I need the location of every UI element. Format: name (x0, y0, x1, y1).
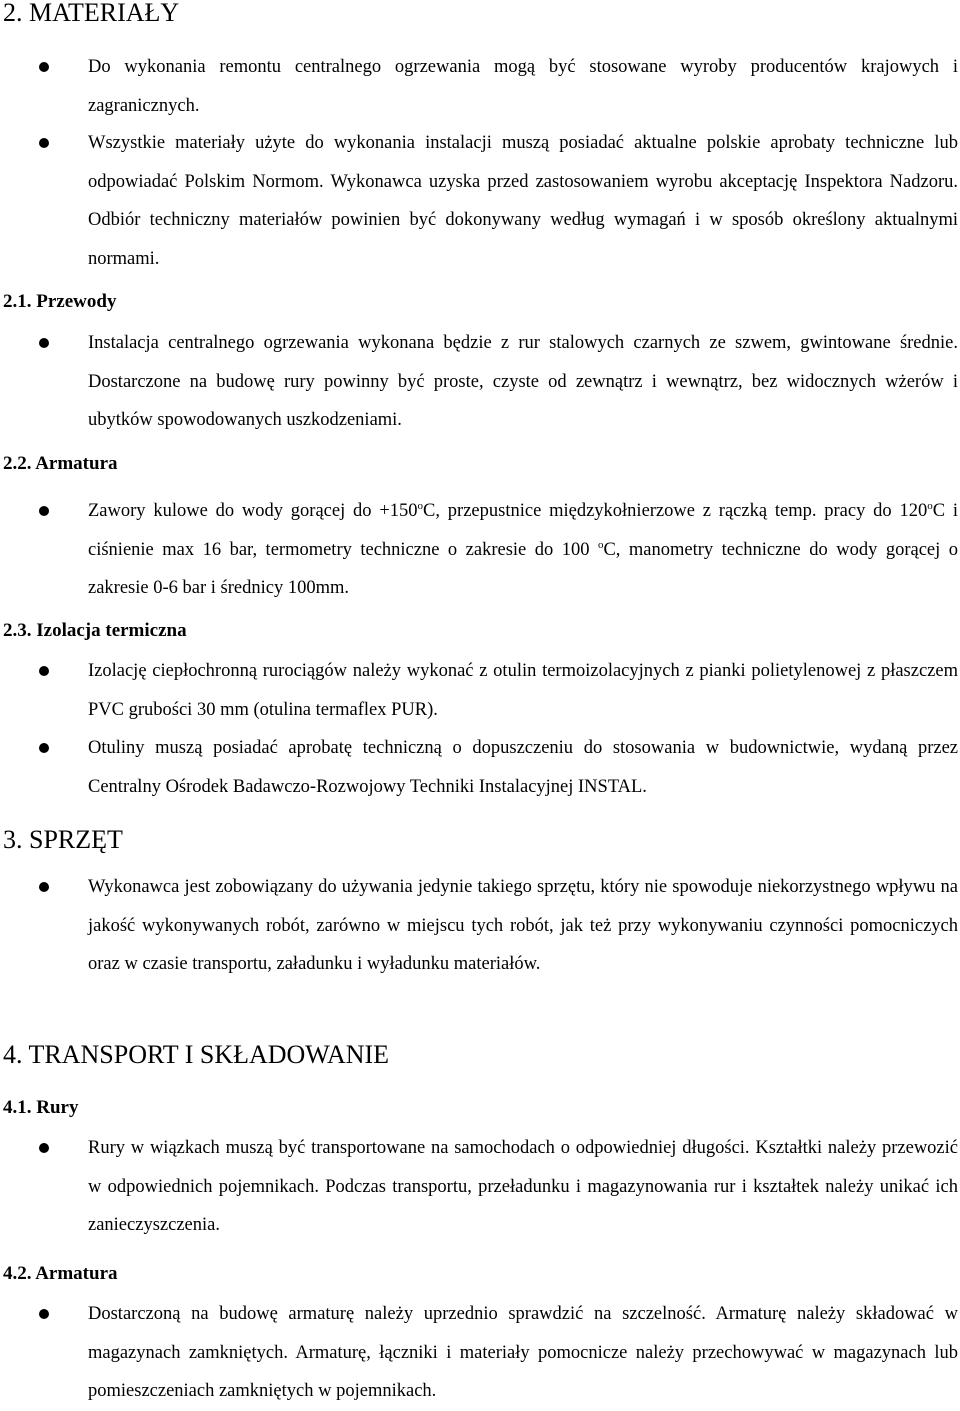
section-4-2-heading: 4.2. Armatura (3, 1263, 118, 1284)
list-item-text: Rury w wiązkach muszą być transportowane na samochodach o odpowiedniej długości. Kształtki należy przewozić w odpowiednich pojemnikach. Podczas transportu, przeładunku i magazynowania rur i kształtek należy unikać ich zanieczyszczenia. (88, 1138, 958, 1235)
list-item-text: Dostarczoną na budowę armaturę należy uprzednio sprawdzić na szczelność. Armaturę należy składować w magazynach zamkniętych. Armaturę, łączniki i materiały pomocnicze należy przechowywać w magazynach lub pomieszczeniach zamkniętych w pojemnikach. (88, 1304, 958, 1401)
bullet-icon (39, 138, 49, 148)
section-4-heading: 4. TRANSPORT I SKŁADOWANIE (3, 1040, 390, 1069)
list-item-text: Izolację ciepłochronną rurociągów należy wykonać z otulin termoizolacyjnych z pianki polietylenowej z płaszczem PVC grubości 30 mm (otulina termaflex PUR). (88, 661, 958, 720)
bullet-icon (39, 743, 49, 753)
bullet-icon (39, 506, 49, 516)
section-3-heading: 3. SPRZĘT (3, 825, 123, 854)
section-2-3-heading: 2.3. Izolacja termiczna (3, 620, 187, 641)
section-2-heading: 2. MATERIAŁY (3, 0, 180, 27)
bullet-icon (39, 666, 49, 676)
list-item-text: Zawory kulowe do wody gorącej do $+150^oC$, przepustnice międzykołnierzowe z rączką temp. pracy do 120$^o$C i ciśnienie max 16 bar, termometry techniczne o zakresie do 100 $^o$C, manometry techniczne do wody gorącej o zakresie 0-6 bar i średnicy 100mm. (88, 500, 958, 598)
list-item-text: Otuliny muszą posiadać aprobatę techniczną o dopuszczeniu do stosowania w budownictwie, wydaną przez Centralny Ośrodek Badawczo-Rozwojowy Techniki Instalacyjnej INSTAL. (88, 738, 958, 797)
section-4-1-heading: 4.1. Rury (3, 1097, 79, 1118)
list-item-text: Wszystkie materiały użyte do wykonania instalacji muszą posiadać aktualne polskie aprobaty techniczne lub odpowiadać Polskim Normom. Wykonawca uzyska przed zastosowaniem wyrobu akceptację Inspektora Nadzoru. Odbiór techniczny materiałów powinien być dokonywany według wymagań i w sposób określony aktualnymi normami. (88, 133, 958, 269)
list-item-text: Wykonawca jest zobowiązany do używania jedynie takiego sprzętu, który nie spowoduje niekorzystnego wpływu na jakość wykonywanych robót, zarówno w miejscu tych robót, jak też przy wykonywaniu czynności pomocniczych oraz w czasie transportu, załadunku i wyładunku materiałów. (88, 877, 958, 974)
bullet-icon (39, 338, 49, 348)
list-item-text: Instalacja centralnego ogrzewania wykonana będzie z rur stalowych czarnych ze szwem, gwintowane średnie. Dostarczone na budowę rury powinny być proste, czyste od zewnątrz i wewnątrz, bez widocznych wżerów i ubytków spowodowanych uszkodzeniami. (88, 333, 958, 430)
section-2-1-heading: 2.1. Przewody (3, 291, 117, 312)
bullet-icon (39, 1143, 49, 1153)
list-item-text: Do wykonania remontu centralnego ogrzewania mogą być stosowane wyroby producentów krajowych i zagranicznych. (88, 57, 958, 116)
section-2-2-heading: 2.2. Armatura (3, 453, 118, 474)
bullet-icon (39, 882, 49, 892)
bullet-icon (39, 1309, 49, 1319)
bullet-icon (39, 62, 49, 72)
